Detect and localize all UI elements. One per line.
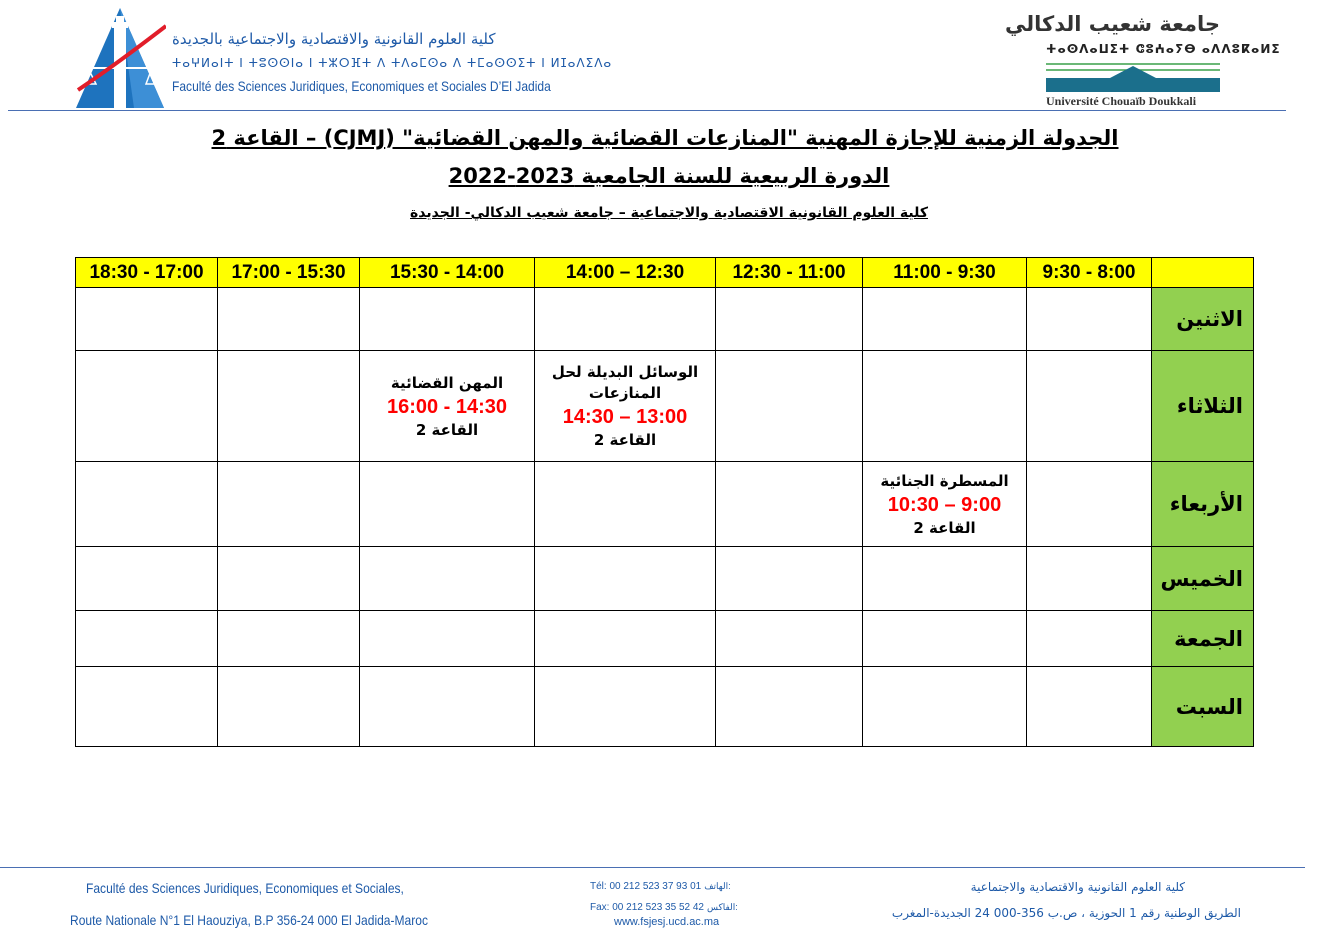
empty-cell bbox=[218, 351, 360, 462]
table-row bbox=[76, 611, 1254, 667]
footer-contact bbox=[590, 876, 738, 918]
footer-address-fr-line2: Route Nationale N°1 El Haouziya, B.P 356-24 000 El Jadida-Maroc bbox=[70, 912, 428, 928]
slot-header: 14:00 – 12:30 bbox=[535, 258, 716, 288]
footer-tel-ar: الهاتف: bbox=[704, 881, 731, 891]
empty-cell bbox=[218, 462, 360, 547]
session-name: المهن القضائية bbox=[390, 373, 504, 392]
session-time: 14:30 – 13:00 bbox=[562, 406, 688, 428]
empty-cell bbox=[360, 288, 535, 351]
faculty-name-fr: Faculté des Sciences Juridiques, Economiques et Sociales D’El Jadida bbox=[172, 78, 551, 94]
empty-cell bbox=[76, 288, 218, 351]
session-cell bbox=[535, 351, 716, 462]
session-time: 10:30 – 9:00 bbox=[887, 493, 1002, 516]
table-row bbox=[76, 351, 1254, 462]
header-row bbox=[76, 258, 1254, 288]
session-name: المسطرة الجنائية bbox=[880, 471, 1009, 490]
table-row bbox=[76, 462, 1254, 547]
empty-cell bbox=[360, 667, 535, 747]
university-name-tifinagh: ⵜⴰⵙⴷⴰⵡⵉⵜ ⵛⵓⵄⴰⵢⴱ ⴰⴷⴷⵓⴽⴰⵍⵉ bbox=[1046, 42, 1281, 56]
empty-cell bbox=[863, 351, 1027, 462]
slot-header: 11:00 - 9:30 bbox=[863, 258, 1027, 288]
empty-cell bbox=[716, 667, 863, 747]
empty-cell bbox=[76, 667, 218, 747]
empty-cell bbox=[716, 462, 863, 547]
empty-cell bbox=[535, 667, 716, 747]
empty-cell bbox=[1027, 462, 1152, 547]
empty-cell bbox=[1027, 547, 1152, 611]
slot-header: 9:30 - 8:00 bbox=[1027, 258, 1152, 288]
page-title bbox=[0, 126, 1338, 150]
empty-cell bbox=[1027, 667, 1152, 747]
empty-cell bbox=[218, 547, 360, 611]
footer-website: www.fsjesj.ucd.ac.ma bbox=[614, 916, 720, 928]
empty-cell bbox=[863, 288, 1027, 351]
table-row bbox=[76, 288, 1254, 351]
title-line-1: الجدولة الزمنية للإجازة المهنية "المنازعات القضائية والمهن القضائية" (CJMJ) – القاعة 2 bbox=[211, 126, 1119, 150]
empty-cell bbox=[716, 351, 863, 462]
page-subtitle bbox=[0, 164, 1338, 188]
empty-cell bbox=[76, 462, 218, 547]
page-institution bbox=[0, 202, 1338, 221]
footer-address-ar-line1: كلية العلوم القانونية والاقتصادية والاجتماعية bbox=[970, 880, 1185, 894]
empty-cell bbox=[1027, 611, 1152, 667]
empty-cell bbox=[863, 547, 1027, 611]
empty-cell bbox=[863, 611, 1027, 667]
faculty-logo bbox=[74, 6, 166, 110]
empty-cell bbox=[535, 547, 716, 611]
empty-cell bbox=[218, 611, 360, 667]
empty-cell bbox=[76, 547, 218, 611]
day-label: السبت bbox=[1152, 667, 1254, 747]
empty-cell bbox=[716, 611, 863, 667]
session-room: القاعة 2 bbox=[593, 431, 657, 449]
slot-header: 12:30 - 11:00 bbox=[716, 258, 863, 288]
table-row bbox=[76, 667, 1254, 747]
empty-cell bbox=[535, 288, 716, 351]
day-label: الثلاثاء bbox=[1152, 351, 1254, 462]
faculty-name-tifinagh: ⵜⴰⵖⵍⴰⵏⵜ ⵏ ⵜⵓⵙⵙⵏⴰ ⵏ ⵜⵣⵔⴼⵜ ⴷ ⵜⴷⴰⵎⵙⴰ ⴷ ⵜⵎⴰⵙⵙⵉⵜ ⵏ ⵍⵊⴰⴷⵉⴷⴰ bbox=[172, 56, 613, 70]
empty-cell bbox=[360, 547, 535, 611]
session-name: الوسائل البديلة لحل المنازعات bbox=[551, 363, 699, 402]
university-name-fr: Université Chouaïb Doukkali bbox=[1046, 94, 1197, 108]
empty-cell bbox=[218, 667, 360, 747]
empty-cell bbox=[535, 611, 716, 667]
session-room: القاعة 2 bbox=[913, 518, 976, 537]
title-line-3: كلية العلوم القانونية الاقتصادية والاجتماعية – جامعة شعيب الدكالي- الجديدة bbox=[410, 205, 928, 221]
footer-divider bbox=[0, 867, 1305, 868]
empty-cell bbox=[218, 288, 360, 351]
footer-address-ar-line2: الطريق الوطنية رقم 1 الحوزية ، ص.ب 356-000 24 الجديدة-المغرب bbox=[891, 906, 1241, 920]
corner-header bbox=[1152, 258, 1254, 288]
empty-cell bbox=[716, 547, 863, 611]
slot-header: 17:00 - 15:30 bbox=[218, 258, 360, 288]
empty-cell bbox=[360, 462, 535, 547]
day-label: الأربعاء bbox=[1152, 462, 1254, 547]
footer-tel: Tél: 00 212 523 37 93 01 bbox=[590, 881, 702, 892]
session-time: 16:00 - 14:30 bbox=[386, 395, 508, 418]
session-cell bbox=[360, 351, 535, 462]
faculty-name-ar: كلية العلوم القانونية والاقتصادية والاجتماعية بالجديدة bbox=[172, 30, 496, 48]
session-cell bbox=[863, 462, 1027, 547]
empty-cell bbox=[76, 351, 218, 462]
slot-header: 18:30 - 17:00 bbox=[76, 258, 218, 288]
empty-cell bbox=[1027, 351, 1152, 462]
day-label: الاثنين bbox=[1152, 288, 1254, 351]
footer-address-fr-line1: Faculté des Sciences Juridiques, Economiques et Sociales, bbox=[86, 880, 404, 896]
university-logo bbox=[1046, 58, 1220, 94]
slot-header: 15:30 - 14:00 bbox=[360, 258, 535, 288]
day-label: الخميس bbox=[1152, 547, 1254, 611]
university-name-ar: جامعة شعيب الدكالي bbox=[1005, 12, 1220, 36]
footer-fax: Fax: 00 212 523 35 52 42 bbox=[590, 902, 704, 913]
day-label: الجمعة bbox=[1152, 611, 1254, 667]
session-room: القاعة 2 bbox=[415, 420, 479, 439]
title-line-2: الدورة الربيعية للسنة الجامعية 2023-2022 bbox=[448, 164, 890, 188]
empty-cell bbox=[535, 462, 716, 547]
empty-cell bbox=[1027, 288, 1152, 351]
footer-fax-ar: الفاكس: bbox=[706, 902, 738, 912]
table-row bbox=[76, 547, 1254, 611]
empty-cell bbox=[863, 667, 1027, 747]
empty-cell bbox=[360, 611, 535, 667]
empty-cell bbox=[716, 288, 863, 351]
timetable bbox=[75, 257, 1254, 747]
empty-cell bbox=[76, 611, 218, 667]
header-divider bbox=[8, 110, 1286, 111]
